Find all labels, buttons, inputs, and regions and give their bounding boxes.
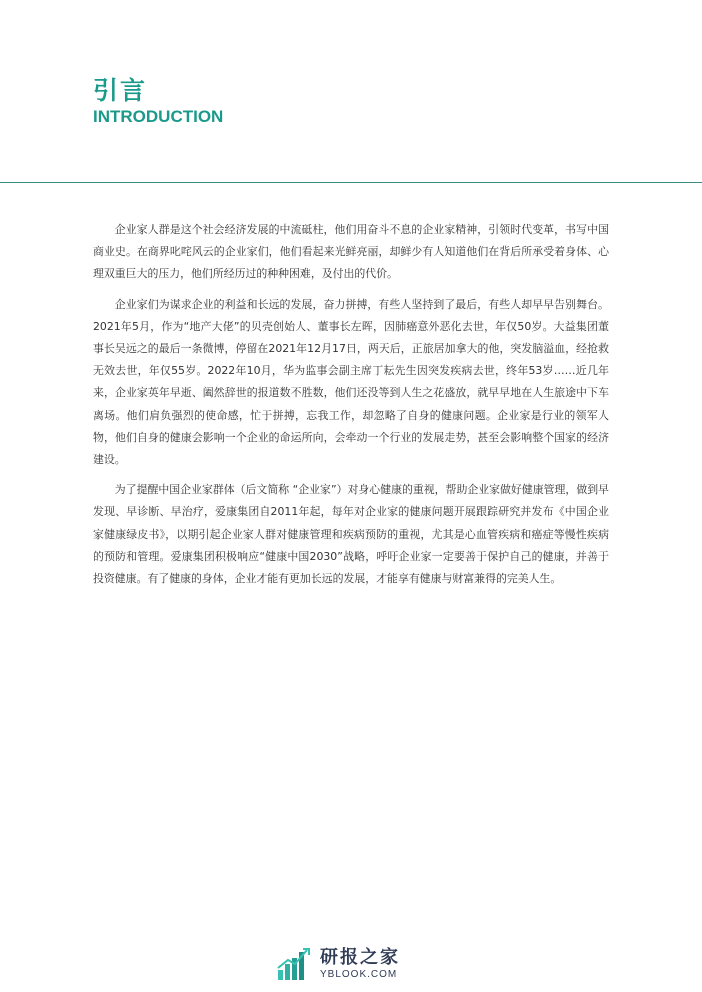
watermark-logo <box>276 944 432 984</box>
introduction-body <box>93 219 609 598</box>
paragraph-1: 企业家人群是这个社会经济发展的中流砥柱，他们用奋斗不息的企业家精神，引领时代变革，书写中国商业史。在商界叱咤风云的企业家们，他们看起来光鲜亮丽，却鲜少有人知道他们在背后所承受着身体、心理双重巨大的压力，他们所经历过的种种困难，及付出的代价。 <box>93 223 609 281</box>
watermark-url: YBLOOK.COM <box>320 969 398 980</box>
page-subtitle: INTRODUCTION <box>93 107 224 126</box>
header-divider <box>0 182 702 183</box>
paragraph-3: 为了提醒中国企业家群体（后文简称 “企业家”）对身心健康的重视，帮助企业家做好健康管理，做到早发现、早诊断、早治疗，爱康集团自2011年起，每年对企业家的健康问题开展跟踪研究并发布《中国企业家健康绿皮书》，以期引起企业家人群对健康管理和疾病预防的重视，尤其是心血管疾病和癌症等慢性疾病的预防和管理。爱康集团积极响应“健康中国2030”战略，呼吁企业家一定要善于保护自己的健康，并善于投资健康。有了健康的身体，企业才能有更加长远的发展，才能享有健康与财富兼得的完美人生。 <box>93 483 609 586</box>
paragraph-2: 企业家们为谋求企业的利益和长远的发展，奋力拼搏，有些人坚持到了最后，有些人却早早告别舞台。2021年5月，作为“地产大佬”的贝壳创始人、董事长左晖，因肺癌意外恶化去世，年仅50岁。大益集团董事长吴远之的最后一条微博，停留在2021年12月17日，两天后，正旅居加拿大的他，突发脑溢血，经抢救无效去世，年仅55岁。2022年10月，华为监事会副主席丁耘先生因突发疾病去世，终年53岁……近几年来，企业家英年早逝、阖然辞世的报道数不胜数，他们还没等到人生之花盛放，就早早地在人生旅途中下车离场。他们肩负强烈的使命感，忙于拼搏，忘我工作，却忽略了自身的健康问题。企业家是行业的领军人物，他们自身的健康会影响一个企业的命运所向，会牵动一个行业的发展走势，甚至会影响整个国家的经济建设。 <box>93 297 609 467</box>
watermark-name: 研报之家 <box>320 947 400 968</box>
page-title: 引言 <box>93 76 148 105</box>
bar-chart-logo-icon <box>276 946 312 982</box>
